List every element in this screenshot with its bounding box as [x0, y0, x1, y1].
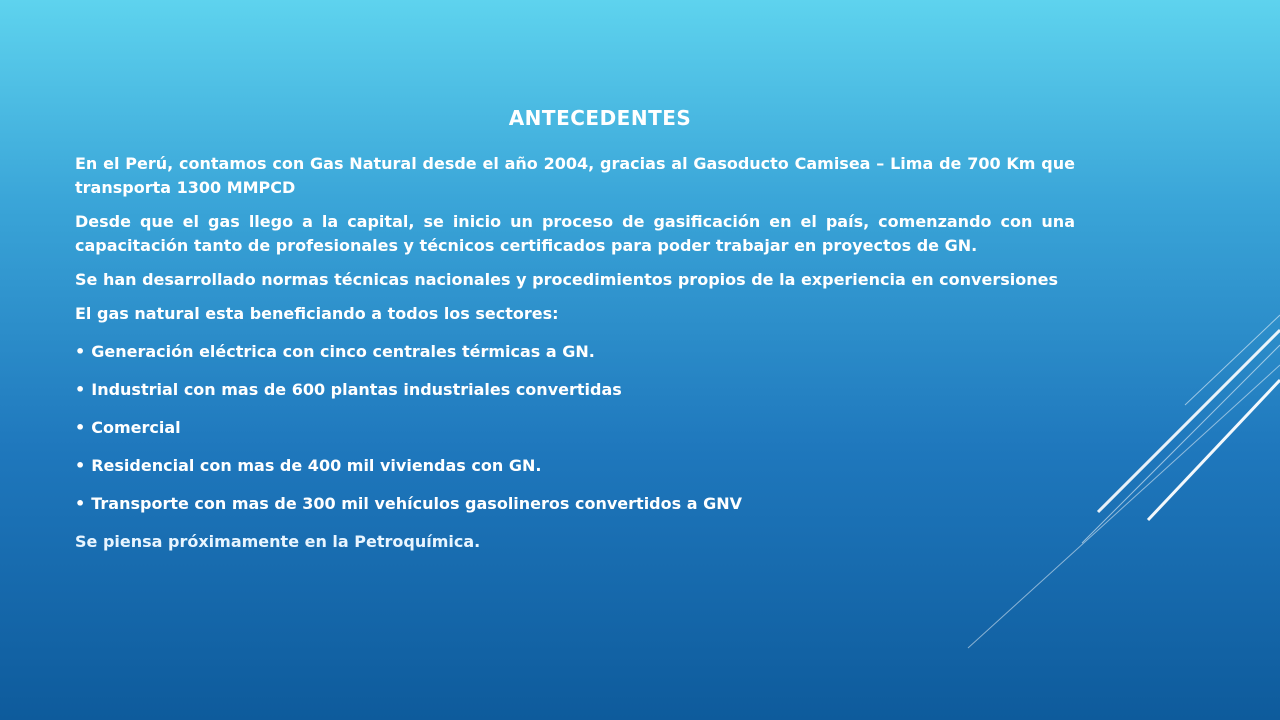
bullet-industrial: Industrial con mas de 600 plantas industriales convertidas — [91, 380, 622, 399]
deco-line-3 — [1082, 345, 1280, 543]
slide-title: ANTECEDENTES — [508, 106, 692, 130]
list-item — [75, 378, 1075, 402]
paragraph-standards: Se han desarrollado normas técnicas nacionales y procedimientos propios de la experiencia en conversiones — [75, 270, 1058, 289]
list-item — [75, 492, 1075, 516]
list-item — [75, 416, 1075, 440]
list-item — [75, 454, 1075, 478]
bullet-power-generation: Generación eléctrica con cinco centrales térmicas a GN. — [91, 342, 595, 361]
deco-line-4 — [1148, 380, 1280, 520]
deco-line-1 — [1185, 315, 1280, 405]
paragraph-sectors: El gas natural esta beneficiando a todos los sectores: — [75, 304, 559, 323]
bullet-commercial: Comercial — [91, 418, 181, 437]
bullet-glyph: • — [75, 380, 86, 399]
paragraph-gasification: Desde que el gas llego a la capital, se inicio un proceso de gasificación en el país, comenzando con una capacitación tanto de profesionales y técnicos certificados para poder trabajar en proyectos de GN. — [75, 212, 1075, 255]
bullet-residential: Residencial con mas de 400 mil viviendas con GN. — [91, 456, 542, 475]
bullet-transport: Transporte con mas de 300 mil vehículos gasolineros convertidos a GNV — [91, 494, 742, 513]
bullet-glyph: • — [75, 456, 86, 475]
bullet-glyph: • — [75, 418, 86, 437]
bullet-glyph: • — [75, 494, 86, 513]
paragraph-intro: En el Perú, contamos con Gas Natural desde el año 2004, gracias al Gasoducto Camisea – Lima de 700 Km que transporta 1300 MMPCD — [75, 154, 1075, 197]
slide-body — [75, 152, 1075, 564]
paragraph-closing: Se piensa próximamente en la Petroquímica. — [75, 532, 481, 551]
list-item — [75, 340, 1075, 364]
deco-line-2 — [1098, 330, 1280, 512]
bullet-glyph: • — [75, 342, 86, 361]
